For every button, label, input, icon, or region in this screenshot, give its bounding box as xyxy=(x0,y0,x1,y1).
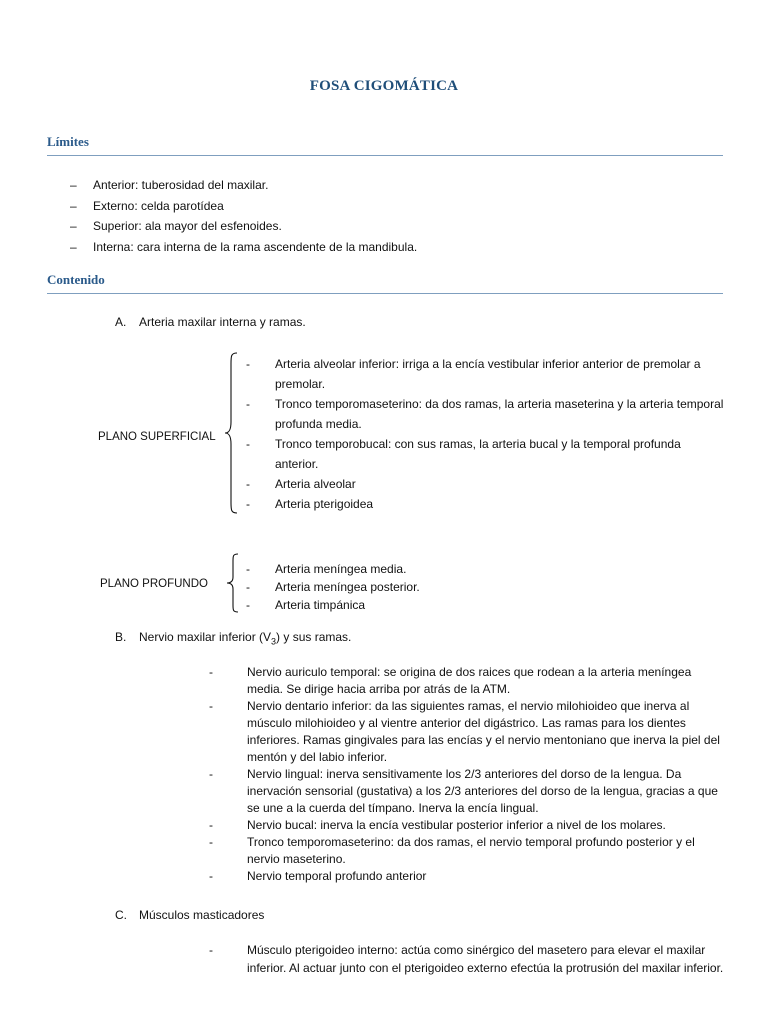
plano-profundo-list xyxy=(246,560,726,614)
hyphen-bullet: - xyxy=(246,497,250,511)
list-item-text: Arteria alveolar xyxy=(275,477,356,491)
hyphen-bullet: - xyxy=(246,598,250,612)
musculos-list xyxy=(209,941,727,977)
list-item xyxy=(246,578,726,596)
list-item xyxy=(246,394,726,434)
list-item xyxy=(70,218,710,239)
item-b-subscript: 3 xyxy=(271,636,277,647)
item-c xyxy=(115,907,264,923)
list-item-text: Arteria alveolar inferior: irriga a la encía vestibular inferior anterior de premolar a premolar. xyxy=(275,357,701,391)
list-item-text: Interna: cara interna de la rama ascendente de la mandibula. xyxy=(93,239,418,254)
list-item-text: Arteria pterigoidea xyxy=(275,497,374,511)
dash-bullet: – xyxy=(70,178,77,192)
dash-bullet: – xyxy=(70,198,77,213)
list-item xyxy=(246,494,726,514)
list-item xyxy=(209,766,727,817)
list-item-text: Nervio auriculo temporal: se origina de dos raices que rodean a la arteria meníngea media. Se dirige hacia arriba por atrás de la ATM. xyxy=(247,665,692,696)
list-item-text: Nervio bucal: inerva la encía vestibular posterior inferior a nivel de los molares. xyxy=(247,818,666,832)
hyphen-bullet: - xyxy=(209,665,213,679)
hyphen-bullet: - xyxy=(246,562,250,576)
limites-list xyxy=(70,177,710,259)
list-item xyxy=(246,354,726,394)
hyphen-bullet: - xyxy=(246,477,250,491)
list-item xyxy=(70,177,710,198)
nervio-branches-list xyxy=(209,664,727,885)
list-item-text: Arteria meníngea posterior. xyxy=(275,580,420,594)
list-item-text: Nervio dentario inferior: da las siguientes ramas, el nervio milohioideo que inerva al músculo milohioideo y al vientre anterior del digástrico. Las ramas para los dientes inferiores. Ramas gingivales para las encías y el nervio mentoniano que inerva la piel del mentón y del labio inferior. xyxy=(247,699,720,764)
item-c-text: Músculos masticadores xyxy=(139,908,265,922)
hyphen-bullet: - xyxy=(246,580,250,594)
item-letter: C. xyxy=(115,908,127,922)
item-b-text-start: Nervio maxilar inferior (V xyxy=(139,630,272,644)
item-letter: B. xyxy=(115,630,127,644)
hyphen-bullet: - xyxy=(209,699,213,713)
list-item-text: Arteria timpánica xyxy=(275,598,366,612)
list-item-text: Externo: celda parotídea xyxy=(93,198,224,213)
list-item xyxy=(209,834,727,868)
hyphen-bullet: - xyxy=(209,835,213,849)
list-item-text: Arteria meníngea media. xyxy=(275,562,407,576)
item-letter: A. xyxy=(115,315,127,329)
list-item xyxy=(209,817,727,834)
hyphen-bullet: - xyxy=(209,767,213,781)
list-item xyxy=(246,474,726,494)
section-heading-contenido: Contenido xyxy=(47,272,723,294)
item-b-text-end: ) y sus ramas. xyxy=(276,630,352,644)
list-item xyxy=(209,941,727,977)
list-item xyxy=(246,596,726,614)
hyphen-bullet: - xyxy=(246,357,250,371)
list-item-text: Nervio temporal profundo anterior xyxy=(247,869,427,883)
plano-profundo-label: PLANO PROFUNDO xyxy=(100,578,208,590)
document-title: FOSA CIGOMÁTICA xyxy=(309,78,459,94)
list-item xyxy=(246,560,726,578)
list-item-text: Tronco temporomaseterino: da dos ramas, la arteria maseterina y la arteria temporal profunda media. xyxy=(275,397,724,431)
dash-bullet: – xyxy=(70,219,77,233)
curly-brace-icon xyxy=(224,352,240,514)
list-item-text: Superior: ala mayor del esfenoides. xyxy=(93,219,282,233)
list-item-text: Músculo pterigoideo interno: actúa como sinérgico del masetero para elevar el maxilar inferior. Al actuar junto con el pterigoideo externo efectúa la protrusión del maxilar inferior. xyxy=(247,943,724,975)
plano-superficial-list xyxy=(246,354,726,514)
item-a-text: Arteria maxilar interna y ramas. xyxy=(139,315,306,329)
plano-superficial-label: PLANO SUPERFICIAL xyxy=(98,431,216,443)
dash-bullet: – xyxy=(70,239,77,254)
list-item-text: Tronco temporomaseterino: da dos ramas, el nervio temporal profundo posterior y el nervio maseterino. xyxy=(247,835,695,866)
list-item xyxy=(70,239,710,260)
list-item xyxy=(246,434,726,474)
hyphen-bullet: - xyxy=(209,943,213,957)
list-item-text: Tronco temporobucal: con sus ramas, la arteria bucal y la temporal profunda anterior. xyxy=(275,437,681,471)
curly-brace-icon xyxy=(226,553,240,613)
list-item xyxy=(209,868,727,885)
list-item xyxy=(209,664,727,698)
section-heading-limites: Límites xyxy=(47,134,723,156)
list-item-text: Anterior: tuberosidad del maxilar. xyxy=(93,178,269,192)
list-item xyxy=(209,698,727,766)
item-a xyxy=(115,314,306,330)
hyphen-bullet: - xyxy=(246,397,250,411)
hyphen-bullet: - xyxy=(246,437,250,451)
hyphen-bullet: - xyxy=(209,818,213,832)
hyphen-bullet: - xyxy=(209,869,213,883)
list-item-text: Nervio lingual: inerva sensitivamente los 2/3 anteriores del dorso de la lengua. Da inervación sensorial (gustativa) a los 2/3 anteriores del dorso de la lengua, gracias a que se une a la cuerda del tímpano. Inerva la encía lingual. xyxy=(247,767,718,815)
item-b xyxy=(115,629,351,649)
list-item xyxy=(70,198,710,219)
